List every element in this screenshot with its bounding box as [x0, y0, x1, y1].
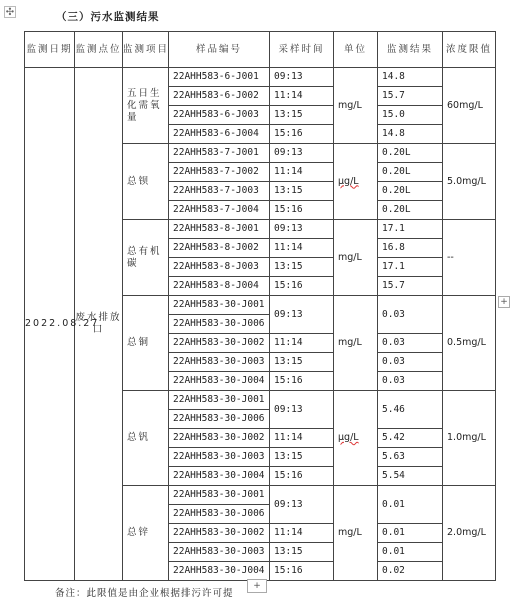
time-cell: 13:15: [270, 106, 334, 125]
time-cell: 13:15: [270, 182, 334, 201]
item-cell: 总钡: [123, 144, 169, 220]
time-cell: 15:16: [270, 125, 334, 144]
unit-text: μg/L: [338, 175, 359, 187]
point-cell: 废水排放口: [75, 68, 123, 581]
sample-id-cell: 22AHH583-30-J002: [169, 524, 270, 543]
result-cell: 0.03: [378, 334, 443, 353]
sample-id-cell: 22AHH583-6-J003: [169, 106, 270, 125]
time-cell: 15:16: [270, 277, 334, 296]
limit-cell: 2.0mg/L: [443, 486, 496, 581]
result-cell: 0.01: [378, 486, 443, 524]
sample-id-cell: 22AHH583-30-J003: [169, 448, 270, 467]
limit-cell: 0.5mg/L: [443, 296, 496, 391]
time-cell: 09:13: [270, 486, 334, 524]
unit-cell: [334, 486, 378, 581]
time-cell: 13:15: [270, 353, 334, 372]
result-cell: 0.20L: [378, 163, 443, 182]
result-cell: 0.20L: [378, 144, 443, 163]
result-cell: 0.01: [378, 524, 443, 543]
header-point: 监测点位: [75, 32, 123, 68]
sample-id-cell: 22AHH583-30-J003: [169, 353, 270, 372]
time-cell: 15:16: [270, 201, 334, 220]
sample-id-cell: 22AHH583-8-J001: [169, 220, 270, 239]
result-cell: 15.7: [378, 87, 443, 106]
sample-id-cell: 22AHH583-30-J001: [169, 296, 270, 315]
sample-id-cell: 22AHH583-7-J003: [169, 182, 270, 201]
table-move-handle[interactable]: ✣: [5, 7, 15, 18]
time-cell: 13:15: [270, 258, 334, 277]
header-sample: 样品编号: [169, 32, 270, 68]
result-cell: 15.0: [378, 106, 443, 125]
result-cell: 0.01: [378, 543, 443, 562]
time-cell: 09:13: [270, 296, 334, 334]
sample-id-cell: 22AHH583-7-J001: [169, 144, 270, 163]
header-limit: 浓度限值: [443, 32, 496, 68]
sample-id-cell: 22AHH583-7-J004: [169, 201, 270, 220]
table-row: [25, 68, 496, 87]
time-cell: 11:14: [270, 87, 334, 106]
unit-text: mg/L: [338, 99, 362, 111]
result-cell: 16.8: [378, 239, 443, 258]
limit-cell: --: [443, 220, 496, 296]
sample-id-cell: 22AHH583-6-J002: [169, 87, 270, 106]
unit-text: mg/L: [338, 527, 362, 538]
header-time: 采样时间: [270, 32, 334, 68]
unit-text: mg/L: [338, 337, 362, 348]
sample-id-cell: 22AHH583-30-J006: [169, 410, 270, 429]
unit-cell: [334, 296, 378, 391]
sample-id-cell: 22AHH583-6-J001: [169, 68, 270, 87]
sample-id-cell: 22AHH583-30-J006: [169, 315, 270, 334]
result-cell: 0.03: [378, 296, 443, 334]
add-column-button[interactable]: +: [498, 296, 510, 308]
limit-cell: 60mg/L: [443, 68, 496, 144]
header-item: 监测项目: [123, 32, 169, 68]
time-cell: 15:16: [270, 372, 334, 391]
unit-cell: [334, 68, 378, 144]
sample-id-cell: 22AHH583-30-J001: [169, 391, 270, 410]
sample-id-cell: 22AHH583-8-J002: [169, 239, 270, 258]
time-cell: 15:16: [270, 562, 334, 581]
item-cell: 总铜: [123, 296, 169, 391]
result-cell: 5.46: [378, 391, 443, 429]
header-unit: 单位: [334, 32, 378, 68]
time-cell: 13:15: [270, 543, 334, 562]
result-cell: 15.7: [378, 277, 443, 296]
limit-cell: 5.0mg/L: [443, 144, 496, 220]
time-cell: 11:14: [270, 239, 334, 258]
sample-id-cell: 22AHH583-8-J004: [169, 277, 270, 296]
item-cell: 总有机碳: [123, 220, 169, 296]
result-cell: 0.02: [378, 562, 443, 581]
result-cell: 5.54: [378, 467, 443, 486]
time-cell: 09:13: [270, 68, 334, 87]
footnote: 备注：此限值是由企业根据排污许可提: [55, 588, 234, 599]
unit-text: μg/L: [338, 432, 359, 443]
sample-id-cell: 22AHH583-30-J002: [169, 334, 270, 353]
result-cell: 0.20L: [378, 201, 443, 220]
time-cell: 09:13: [270, 144, 334, 163]
time-cell: 11:14: [270, 524, 334, 543]
sample-id-cell: 22AHH583-30-J004: [169, 467, 270, 486]
unit-cell: [334, 220, 378, 296]
sample-id-cell: 22AHH583-8-J003: [169, 258, 270, 277]
section-heading: （三）污水监测结果: [56, 11, 160, 23]
sample-id-cell: 22AHH583-30-J006: [169, 505, 270, 524]
time-cell: 15:16: [270, 467, 334, 486]
header-date: 监测日期: [25, 32, 75, 68]
item-cell: 总锌: [123, 486, 169, 581]
time-cell: 11:14: [270, 163, 334, 182]
sample-id-cell: 22AHH583-30-J004: [169, 372, 270, 391]
limit-cell: 1.0mg/L: [443, 391, 496, 486]
result-cell: 5.42: [378, 429, 443, 448]
item-cell: 总钒: [123, 391, 169, 486]
time-cell: 09:13: [270, 391, 334, 429]
wastewater-results-table: [24, 31, 496, 581]
unit-text: mg/L: [338, 251, 362, 263]
sample-id-cell: 22AHH583-30-J002: [169, 429, 270, 448]
header-row: [25, 32, 496, 68]
result-cell: 5.63: [378, 448, 443, 467]
sample-id-cell: 22AHH583-7-J002: [169, 163, 270, 182]
header-result: 监测结果: [378, 32, 443, 68]
result-cell: 14.8: [378, 68, 443, 87]
add-row-button[interactable]: +: [247, 579, 267, 593]
time-cell: 11:14: [270, 334, 334, 353]
unit-cell: [334, 391, 378, 486]
time-cell: 09:13: [270, 220, 334, 239]
time-cell: 13:15: [270, 448, 334, 467]
sample-id-cell: 22AHH583-30-J001: [169, 486, 270, 505]
date-cell: 2022.08.27: [25, 68, 75, 581]
result-cell: 17.1: [378, 258, 443, 277]
result-cell: 14.8: [378, 125, 443, 144]
result-cell: 0.03: [378, 372, 443, 391]
result-cell: 17.1: [378, 220, 443, 239]
result-cell: 0.03: [378, 353, 443, 372]
time-cell: 11:14: [270, 429, 334, 448]
sample-id-cell: 22AHH583-30-J004: [169, 562, 270, 581]
result-cell: 0.20L: [378, 182, 443, 201]
unit-cell: [334, 144, 378, 220]
sample-id-cell: 22AHH583-6-J004: [169, 125, 270, 144]
sample-id-cell: 22AHH583-30-J003: [169, 543, 270, 562]
item-cell: 五日生化需氧量: [123, 68, 169, 144]
